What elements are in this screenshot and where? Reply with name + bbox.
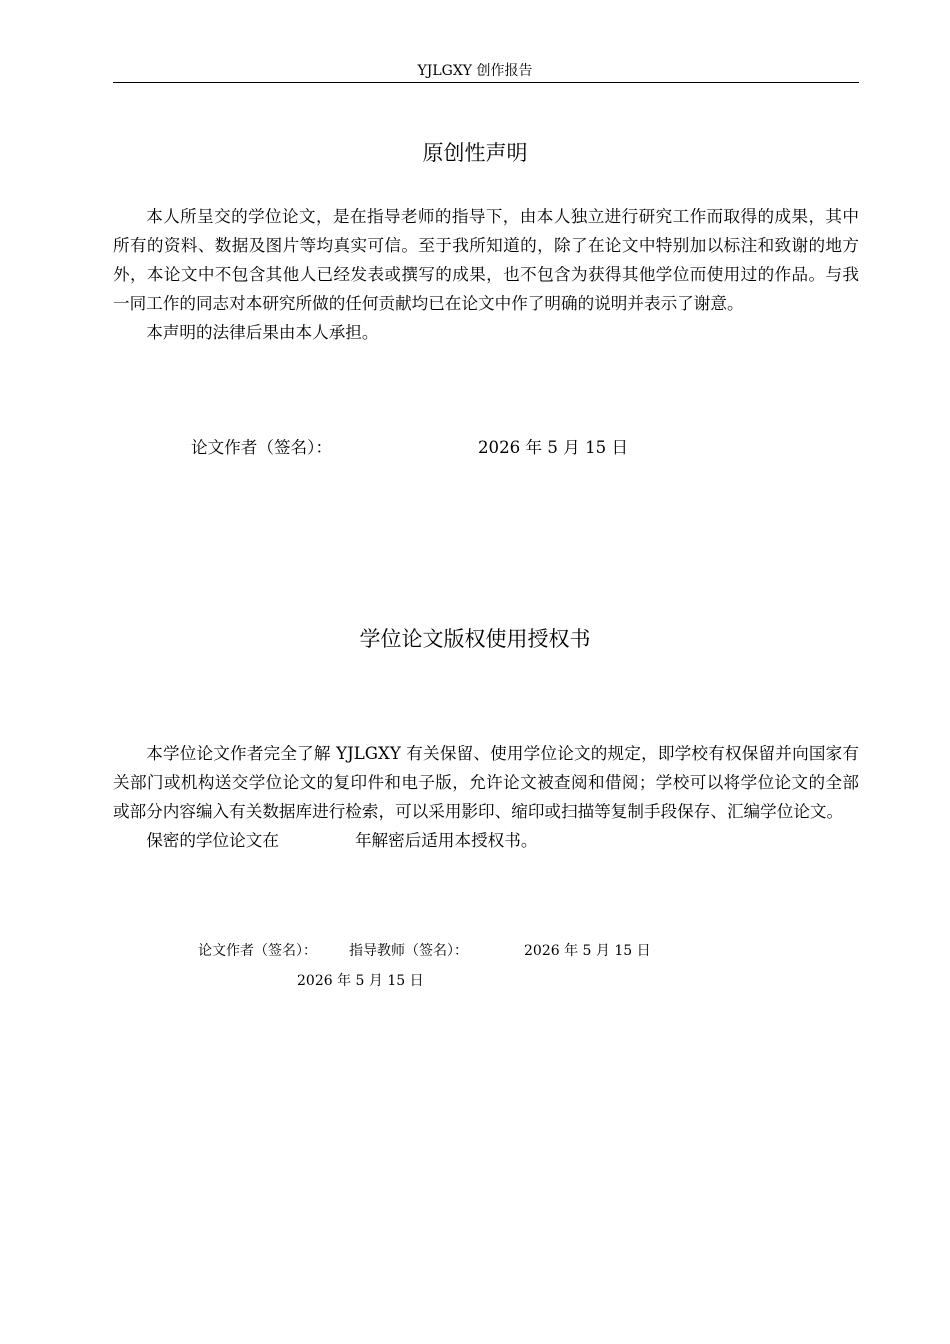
originality-title: 原创性声明 [422,141,528,165]
secret-before: 保密的学位论文在 [146,831,279,850]
authorization-paragraph-2 [113,826,859,855]
authorization-title: 学位论文版权使用授权书 [359,627,591,651]
page-header: YJLGXY 创作报告 [417,63,533,79]
originality-paragraph-1: 本人所呈交的学位论文，是在指导老师的指导下，由本人独立进行研究工作而取得的成果，其中所有的资料、数据及图片等均真实可信。至于我所知道的，除了在论文中特别加以标注和致谢的地方外，本论文中不包含其他人已经发表或撰写的成果，也不包含为获得其他学位而使用过的作品。与我一同工作的同志对本研究所做的任何贡献均已在论文中作了明确的说明并表示了谢意。 [113,207,859,313]
author-date: 2026 年 5 月 15 日 [297,973,424,989]
secret-after: 年解密后适用本授权书。 [354,831,538,850]
author-signature-label: 论文作者（签名）： [198,943,317,959]
originality-body [113,202,859,347]
advisor-date: 2026 年 5 月 15 日 [524,943,651,959]
authorization-body [113,739,859,855]
authorization-paragraph-1: 本学位论文作者完全了解 YJLGXY 有关保留、使用学位论文的规定，即学校有权保留并向国家有关部门或机构送交学位论文的复印件和电子版，允许论文被查阅和借阅；学校可以将学位论文的全部或部分内容编入有关数据库进行检索，可以采用影印、缩印或扫描等复制手段保存、汇编学位论文。 [113,744,859,821]
advisor-signature-label: 指导教师（签名）： [349,943,468,959]
originality-signature-label: 论文作者（签名）： [191,438,333,457]
originality-date: 2026 年 5 月 15 日 [478,438,629,457]
originality-paragraph-2: 本声明的法律后果由本人承担。 [146,323,379,342]
header-rule [113,82,859,83]
